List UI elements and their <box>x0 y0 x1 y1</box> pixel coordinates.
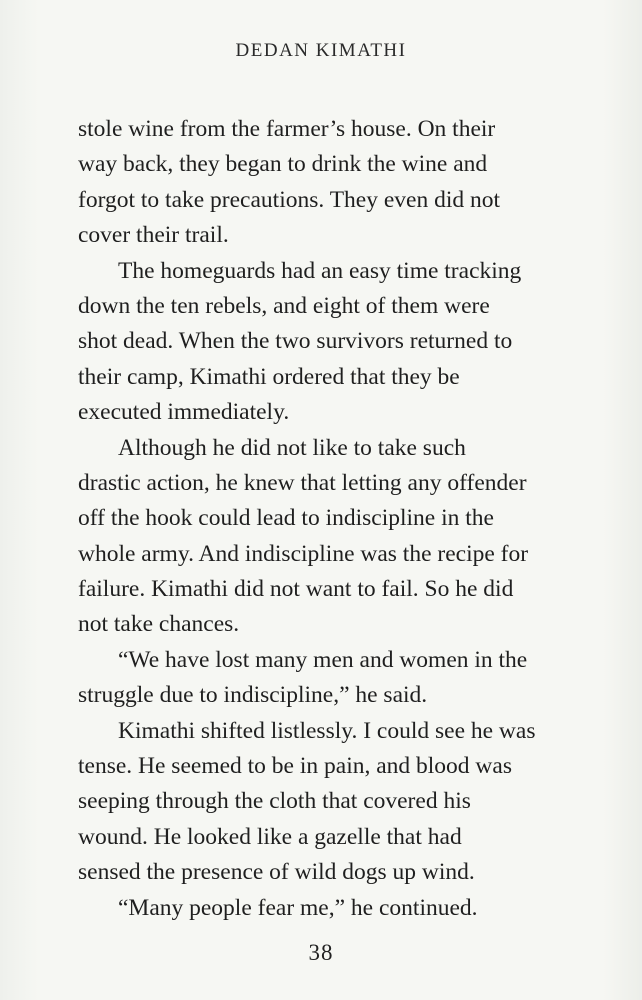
text-line: drastic action, he knew that letting any offender <box>78 469 527 496</box>
page-number: 38 <box>308 940 334 965</box>
text-line: forgot to take precautions. They even did not <box>78 186 501 213</box>
text-line: down the ten rebels, and eight of them were <box>78 292 490 319</box>
text-line: shot dead. When the two survivors returned to <box>78 328 513 355</box>
text-line: whole army. And indiscipline was the recipe for <box>78 540 529 567</box>
text-line: “We have lost many men and women in the <box>118 646 528 673</box>
text-line: The homeguards had an easy time tracking <box>118 257 522 284</box>
text-line: Although he did not like to take such <box>118 434 466 461</box>
text-line: not take chances. <box>78 611 240 638</box>
text-line: wound. He looked like a gazelle that had <box>78 823 462 850</box>
text-line: off the hook could lead to indiscipline in the <box>78 505 494 532</box>
text-line: Kimathi shifted listlessly. I could see he was <box>118 717 536 744</box>
text-line: struggle due to indiscipline,” he said. <box>78 682 428 709</box>
text-line: way back, they began to drink the wine and <box>78 151 488 178</box>
running-head-title: DEDAN KIMATHI <box>235 40 407 61</box>
text-line: “Many people fear me,” he continued. <box>118 894 478 921</box>
text-line: tense. He seemed to be in pain, and blood was <box>78 753 512 780</box>
body-text <box>78 112 598 926</box>
text-line: executed immediately. <box>78 399 290 426</box>
text-line: cover their trail. <box>78 222 229 249</box>
text-line: stole wine from the farmer’s house. On their <box>78 116 496 142</box>
text-line: seeping through the cloth that covered his <box>78 788 471 815</box>
text-line: sensed the presence of wild dogs up wind. <box>78 859 475 886</box>
text-line: failure. Kimathi did not want to fail. So he did <box>78 576 514 603</box>
text-line: their camp, Kimathi ordered that they be <box>78 363 460 390</box>
